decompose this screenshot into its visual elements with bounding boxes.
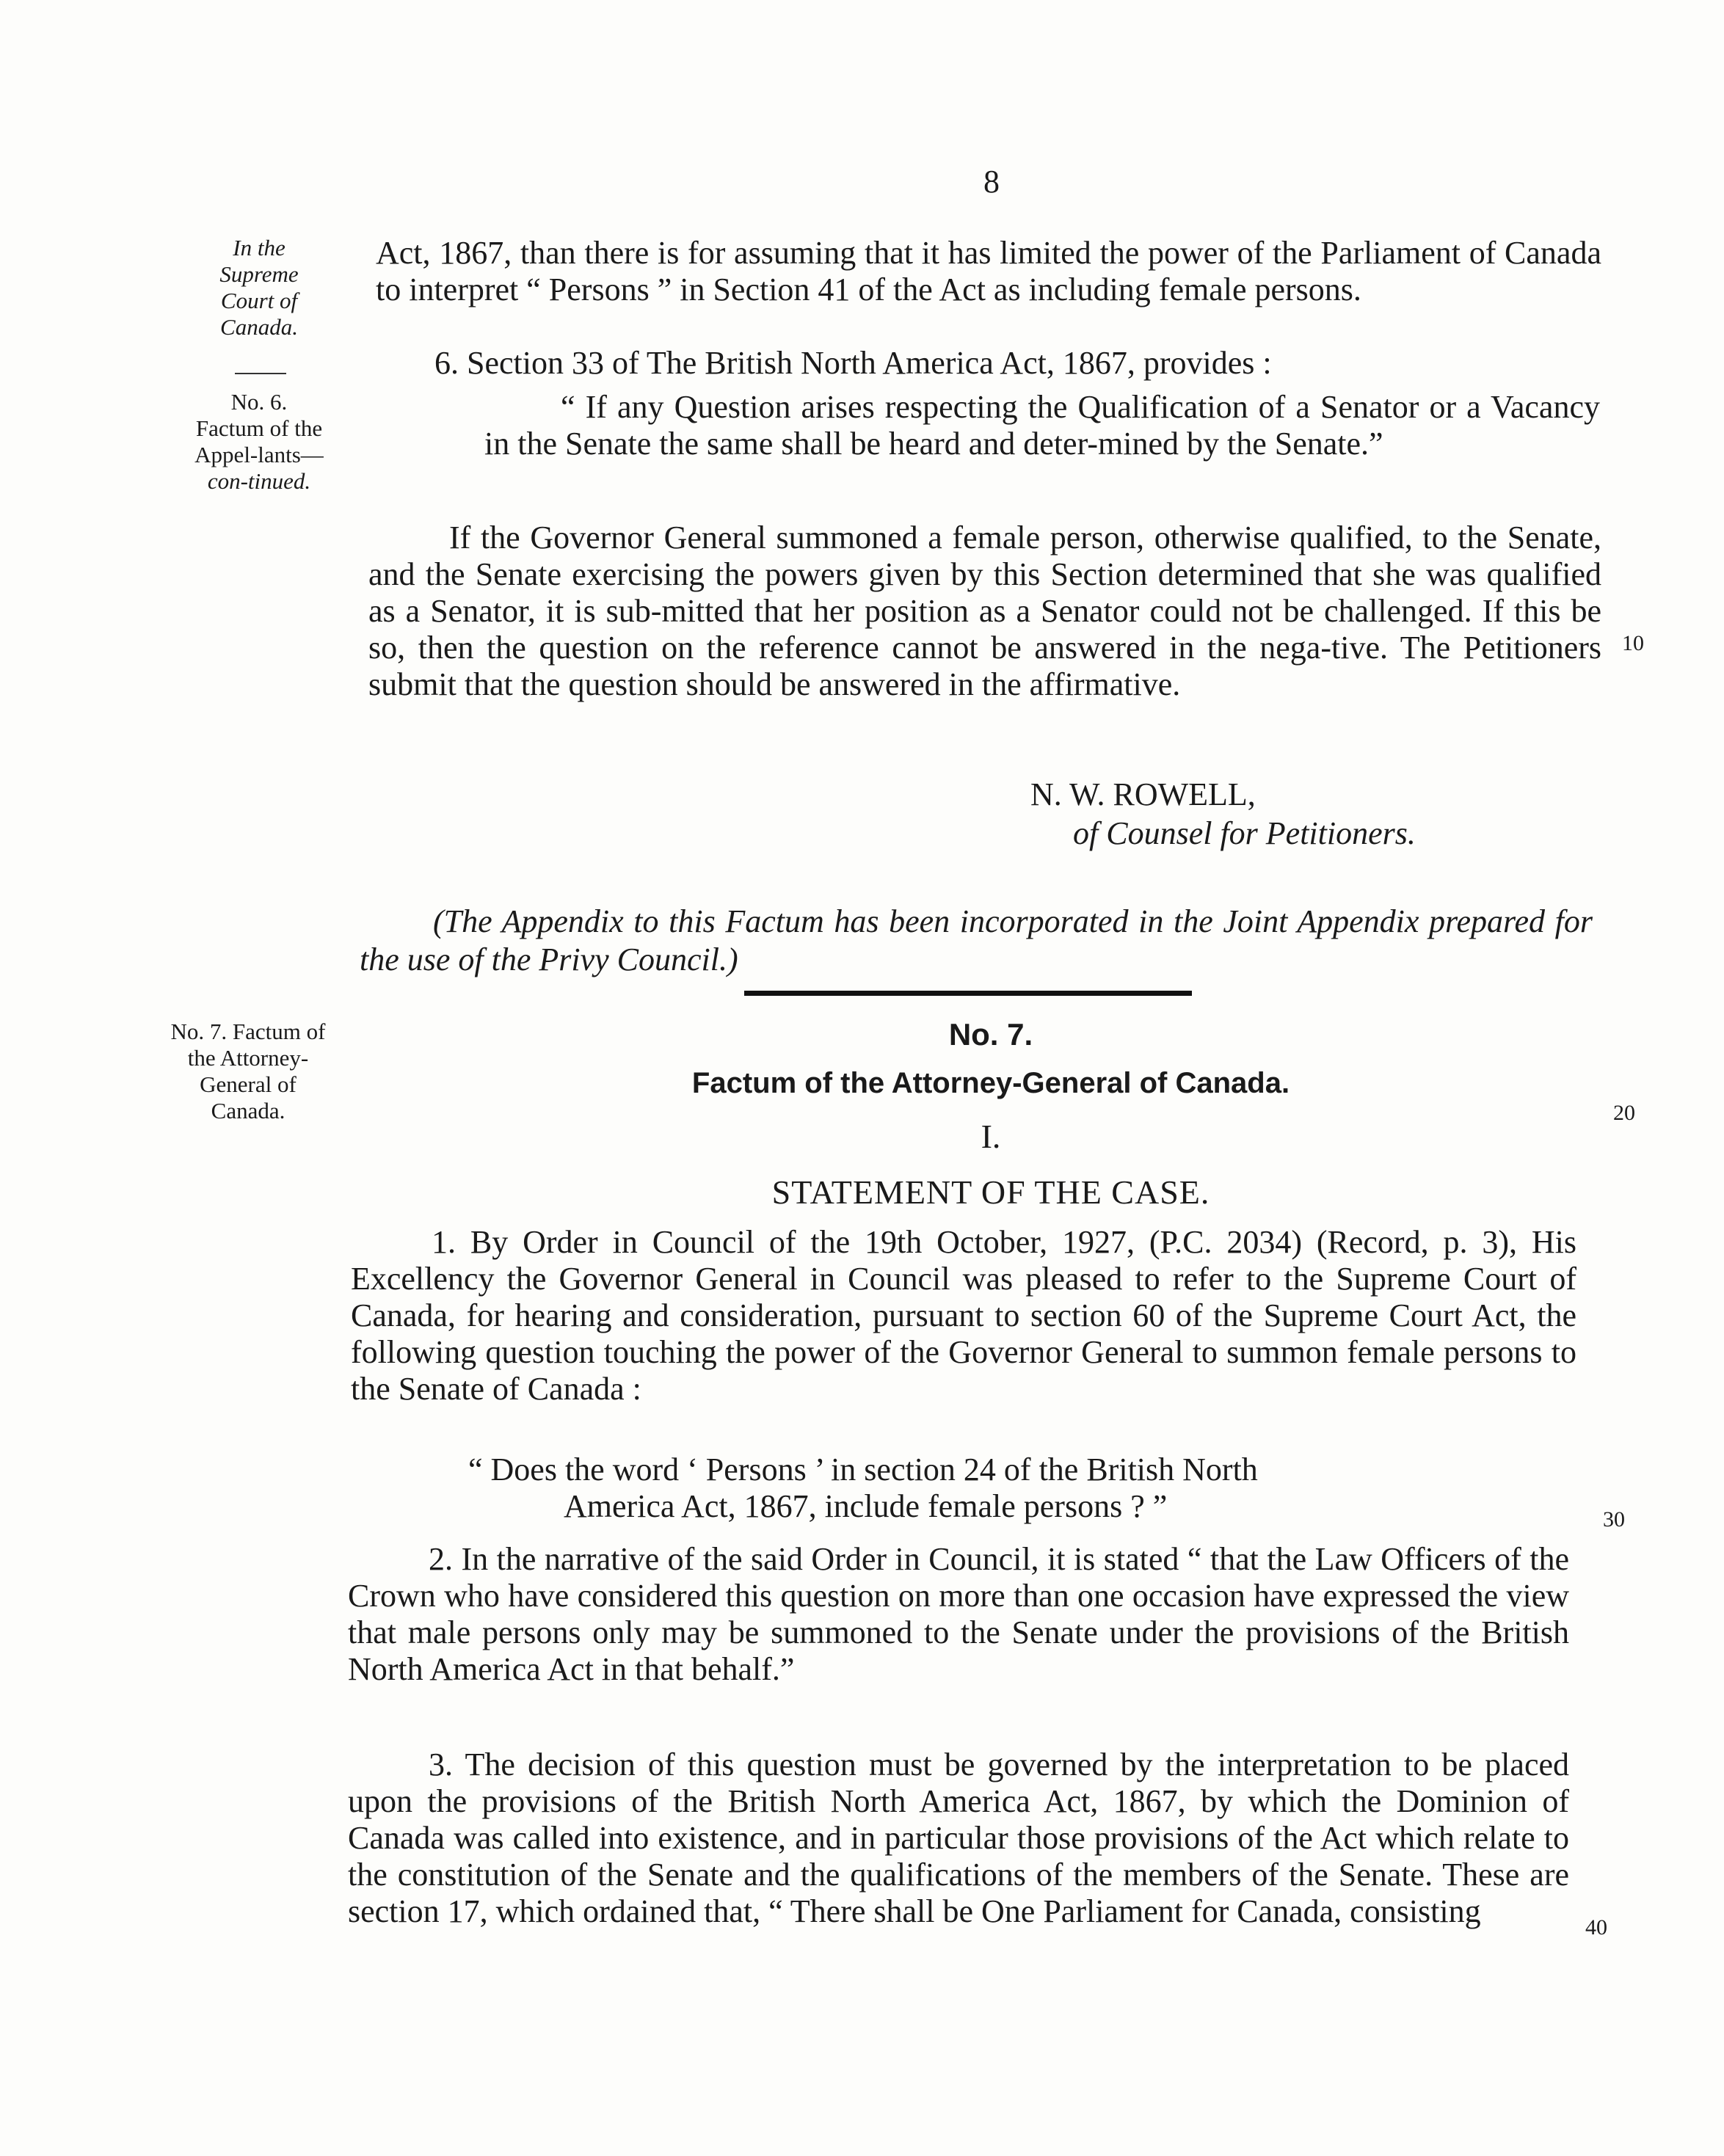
margin-note-no7: No. 7. Factum of the Attorney-General of Canada. [170,1019,326,1123]
paragraph-1: 1. By Order in Council of the 19th October, 1927, (P.C. 2034) (Record, p. 3), His Excellency the Governor General in Council was pleased to refer to the Supreme Court of Canada, for hearing and consideration, pursuant to section 60 of the Supreme Court Act, the following question touching the power of the Governor General to summon female persons to the Senate of Canada : [351,1224,1576,1407]
question-quote [468,1452,1569,1525]
paragraph-6: 6. Section 33 of The British North America Act, 1867, provides : [434,345,1272,381]
line-number-30: 30 [1603,1507,1625,1532]
quote-section-33: “ If any Question arises respecting the Qualification of a Senator or a Vacancy in the Senate the same shall be heard and deter-mined by the Senate.” [484,389,1600,462]
paragraph-continued: Act, 1867, than there is for assuming that it has limited the power of the Parliament of Canada to interpret “ Persons ” in Section 41 of the Act as including female persons. [376,235,1601,307]
margin-note-no6-main: Factum of the Appel-lants— [194,415,324,467]
section-heading: STATEMENT OF THE CASE. [771,1173,1210,1211]
page-number: 8 [983,164,1000,200]
line-number-10: 10 [1622,631,1644,655]
margin-note-no6 [182,389,336,495]
paragraph-3: 3. The decision of this question must be governed by the interpretation to be placed upon the provisions of the British North America Act, 1867, by which the Dominion of Canada was called into existence, and in particular those provisions of the Act which relate to the constitution of the Senate and the qualifications of the members of the Senate. These are section 17, which ordained that, “ There shall be One Parliament for Canada, consisting [348,1747,1569,1929]
appendix-note: (The Appendix to this Factum has been incorporated in the Joint Appendix prepared for the use of the Privy Council.) [360,903,1593,977]
margin-note-no6-text [182,415,336,495]
section-divider [744,991,1192,996]
margin-note-no6-label: No. 6. [230,389,288,415]
margin-divider [235,373,286,374]
factum-number: No. 7. [948,1017,1033,1052]
question-line-1: “ Does the word ‘ Persons ’ in section 24 of the British North [468,1452,1258,1487]
signature-role: of Counsel for Petitioners. [1073,815,1416,851]
line-number-40: 40 [1585,1915,1607,1940]
paragraph-2: 2. In the narrative of the said Order in Council, it is stated “ that the Law Officers of the Crown who have considered this question on more than one occasion have expressed the view that male persons only may be summoned to the Senate under the provisions of the British North America Act in that behalf.” [348,1541,1569,1687]
section-roman-numeral: I. [981,1118,1001,1155]
line-number-20: 20 [1613,1101,1635,1125]
margin-note-no6-continued: con-tinued. [207,468,311,494]
signature-name: N. W. ROWELL, [1030,776,1256,812]
question-line-2: America Act, 1867, include female persons ? ” [564,1488,1168,1524]
margin-note-court: In the Supreme Court of Canada. [219,235,299,340]
factum-title: Factum of the Attorney-General of Canada. [691,1067,1290,1099]
paragraph-governor-general: If the Governor General summoned a female person, otherwise qualified, to the Senate, and the Senate exercising the powers given by this Section determined that she was qualified as a Senator, it is sub-mitted that her position as a Senator could not be challenged. If this be so, then the question on the reference cannot be answered in the nega-tive. The Petitioners submit that the question should be answered in the affirmative. [368,520,1601,702]
